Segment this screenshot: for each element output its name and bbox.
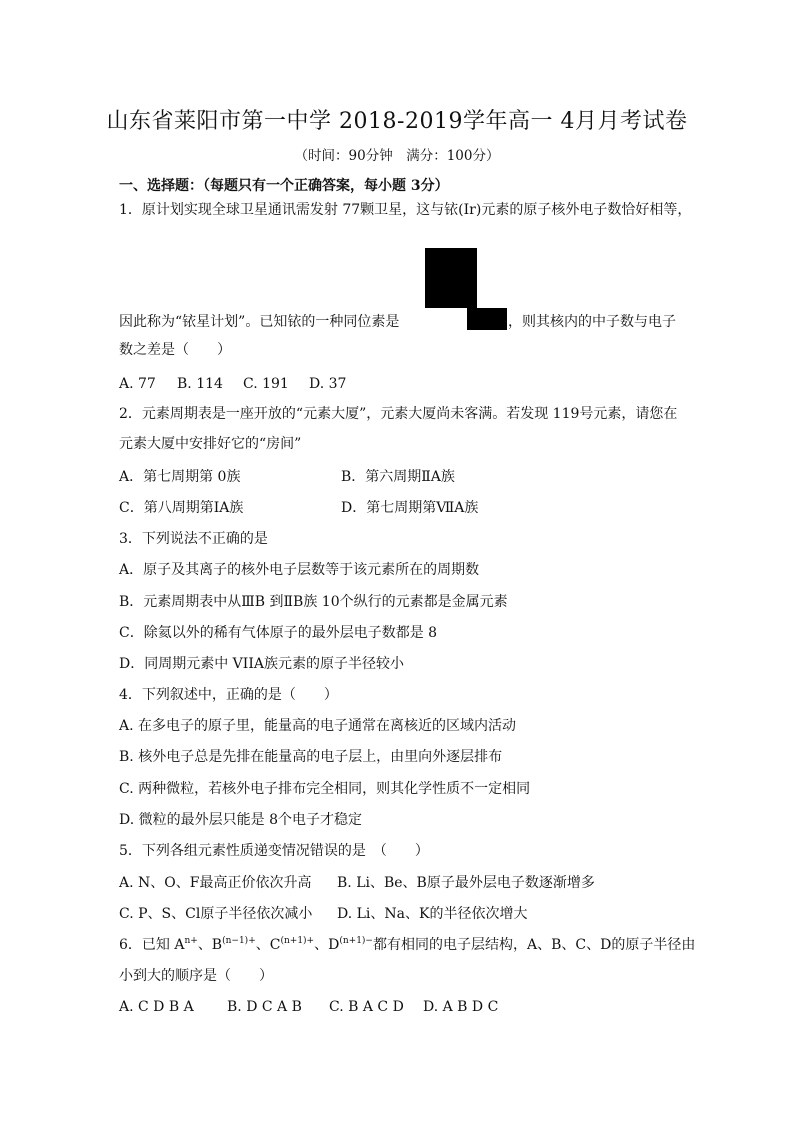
q1-line1: 1．原计划实现全球卫星通讯需发射 77颗卫星，这与铱(Ir)元素的原子核外电子数恰好相等， [119,202,692,218]
q3-stem: 3．下列说法不正确的是 [119,531,268,547]
q1-option-a[interactable]: A. 77 [119,376,156,392]
q4-option-a[interactable]: A. 在多电子的原子里，能量高的电子通常在离核近的区域内活动 [119,718,517,734]
isotope-symbol-image [425,248,477,308]
q6-text-pre: 6．已知 A [119,937,185,953]
exam-subtitle: （时间：90分钟 满分：100分） [294,148,500,164]
q5-option-b[interactable]: B. Li、Be、B原子最外层电子数逐渐增多 [337,875,595,891]
q4-option-d[interactable]: D. 微粒的最外层只能是 8个电子才稳定 [119,812,362,828]
q1-line2b: ，则其核内的中子数与电子 [508,314,676,330]
q3-option-b[interactable]: B．元素周期表中从ⅢB 到ⅡB族 10个纵行的元素都是金属元素 [119,594,508,610]
q6-charge-c: (n+1)+ [280,936,315,946]
q6-charge-b: (n−1)+ [222,936,256,946]
q6-charge-a: n+ [184,936,198,946]
q2-option-d[interactable]: D．第七周期第ⅦA族 [341,500,479,516]
q3-option-a[interactable]: A．原子及其离子的核外电子层数等于该元素所在的周期数 [119,562,480,578]
q5-option-a[interactable]: A. N、O、F最高正价依次升高 [119,875,312,891]
q4-stem: 4．下列叙述中，正确的是（ ） [119,687,338,703]
q6-text-mid3: 、D [314,937,340,953]
q5-stem: 5．下列各组元素性质递变情况错误的是 （ ） [119,843,429,859]
q1-option-d[interactable]: D. 37 [309,376,347,392]
q4-option-b[interactable]: B. 核外电子总是先排在能量高的电子层上，由里向外逐层排布 [119,749,503,765]
q6-option-a[interactable]: A. C D B A [119,999,194,1015]
q6-text-mid2: 、C [255,937,281,953]
q4-option-c[interactable]: C. 两种微粒，若核外电子排布完全相同，则其化学性质不一定相同 [119,781,531,797]
isotope-symbol-image-lower [467,308,507,330]
q6-option-c[interactable]: C. B A C D [329,999,404,1015]
q1-line3: 数之差是（ ） [119,342,231,358]
q3-option-c[interactable]: C．除氦以外的稀有气体原子的最外层电子数都是 8 [119,625,438,641]
q6-line2: 小到大的顺序是（ ） [119,968,273,984]
q6-charge-d: (n+1)− [339,936,373,946]
q6-option-d[interactable]: D. A B D C [423,999,499,1015]
q6-line1 [119,935,695,955]
q3-option-d[interactable]: D．同周期元素中 VIIA族元素的原子半径较小 [119,656,404,672]
q2-line1: 2．元素周期表是一座开放的“元素大厦”，元素大厦尚未客满。若发现 119号元素，请您在 [119,406,678,422]
q6-option-b[interactable]: B. D C A B [227,999,302,1015]
page-title: 山东省莱阳市第一中学 2018-2019学年高一 4月月考试卷 [106,109,688,134]
section-heading: 一、选择题：（每题只有一个正确答案，每小题 3分） [119,178,449,194]
q2-option-c[interactable]: C．第八周期第ⅠA族 [119,500,244,516]
q1-option-c[interactable]: C. 191 [243,376,289,392]
q1-option-b[interactable]: B. 114 [177,376,223,392]
q5-option-c[interactable]: C. P、S、Cl原子半径依次减小 [119,906,313,922]
q2-option-a[interactable]: A．第七周期第 0族 [119,469,241,485]
q5-option-d[interactable]: D. Li、Na、K的半径依次增大 [337,906,528,922]
q6-text-mid1: 、B [197,937,223,953]
q1-line2a: 因此称为“铱星计划”。已知铱的一种同位素是 [119,314,400,330]
q6-text-post: 都有相同的电子层结构，A、B、C、D的原子半径由 [372,937,696,953]
q2-line2: 元素大厦中安排好它的“房间” [119,436,302,452]
q2-option-b[interactable]: B．第六周期ⅡA族 [341,469,455,485]
